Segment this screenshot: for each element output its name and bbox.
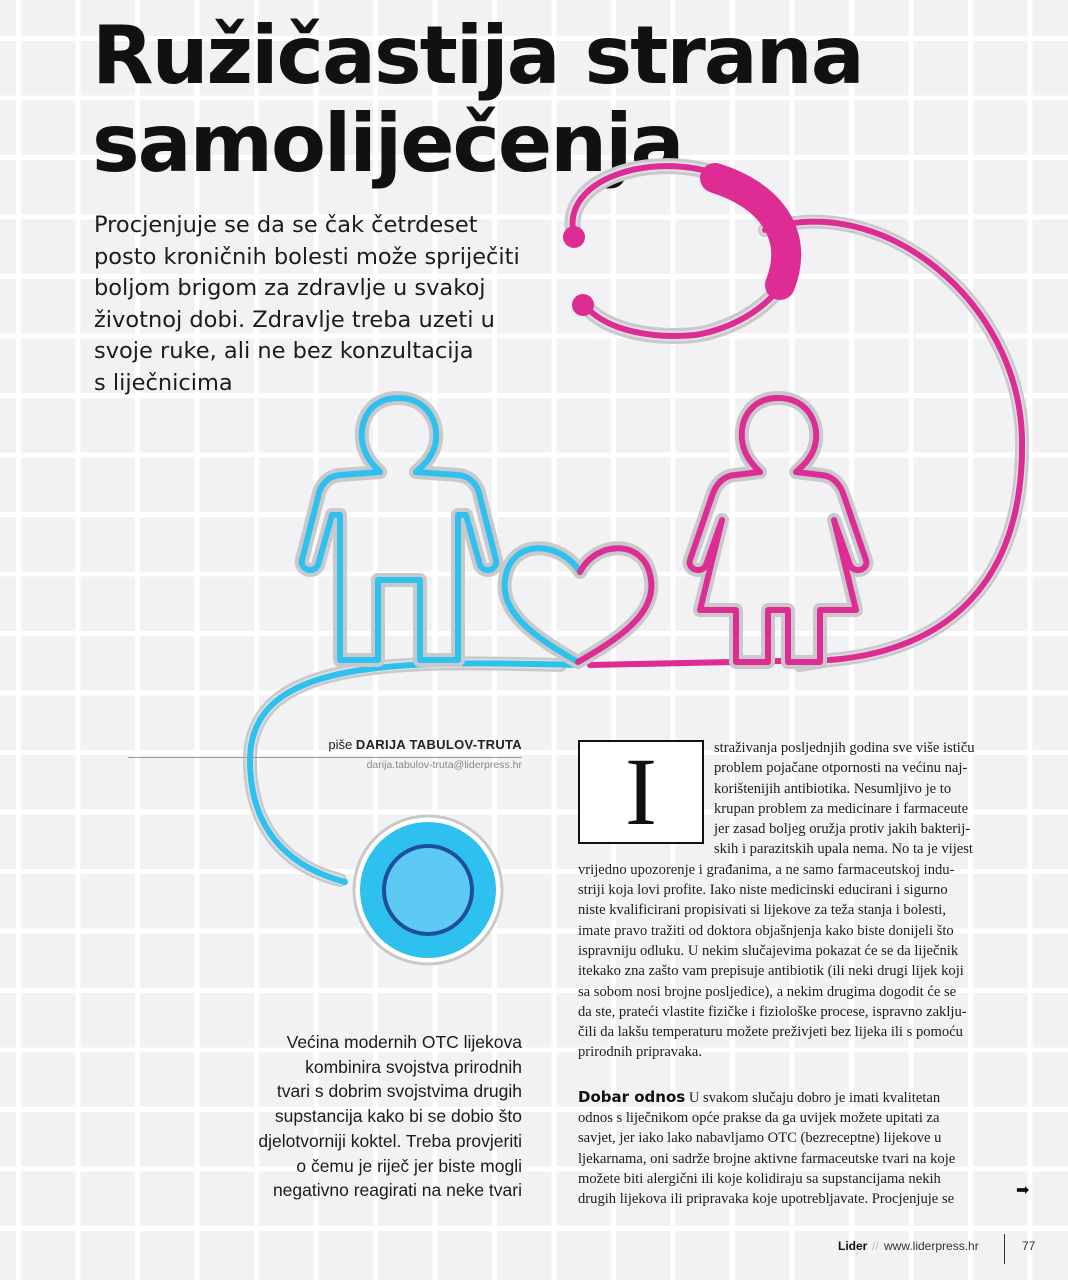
article-line: da ste, prateći vlastite fizičke i fiziološke procese, ispravno zaklju- <box>578 1003 967 1020</box>
pull-quote-line: o čemu je riječ jer biste mogli <box>296 1155 522 1176</box>
byline <box>328 737 522 771</box>
article-line: odnos s liječnikom opće prakse da ga uvijek možete upitati za <box>578 1110 940 1127</box>
intro-line: Procjenjuje se da se čak četrdeset <box>94 212 478 238</box>
byline-author-line <box>328 737 522 752</box>
article-line: možete biti alergični ili koje kolidiraju sa supstancijama nekih <box>578 1170 941 1187</box>
footer-brand: Lider <box>838 1239 868 1253</box>
article-line: ljekarnama, oni sadrže brojne aktivne farmaceutske tvari na koje <box>578 1150 956 1167</box>
continue-arrow-icon: ➡ <box>1016 1182 1030 1199</box>
article-line: itekako zna zašto vam prepisuje antibiotik (ili neki drugi lijek koji <box>578 963 964 980</box>
article-line-text: U svakom slučaju dobro je imati kvalitetan <box>688 1089 941 1106</box>
pull-quote-line: Većina modernih OTC lijekova <box>286 1032 522 1052</box>
article-line: straživanja posljednjih godina sve više ističu <box>714 740 975 756</box>
article-line: imate pravo tražiti od doktora objašnjenja kako biste donijeli što <box>578 922 954 939</box>
article-line: savjet, jer iako lako nabavljamo OTC (bezreceptne) lijekove u <box>578 1130 942 1147</box>
byline-author: DARIJA TABULOV-TRUTA <box>355 737 522 752</box>
headline-line-1: Ružičastija strana <box>92 9 863 102</box>
article-line: striji koja lovi profite. Iako niste medicinski educirani i sigurno <box>578 882 948 899</box>
byline-prefix: piše <box>328 737 353 752</box>
pull-quote <box>258 1030 522 1203</box>
pull-quote-line: tvari s dobrim svojstvima drugih <box>276 1081 522 1102</box>
article-line: drugih lijekova ili pripravaka koje upotrebljavate. Procjenjuje se <box>578 1191 955 1208</box>
pull-quote-line: negativno reagirati na neke tvari <box>272 1180 522 1201</box>
intro-line: svoje ruke, ali ne bez konzultacija <box>94 338 474 364</box>
page-footer <box>0 1237 1068 1257</box>
paragraph-gap <box>578 1063 1022 1087</box>
article-line: čili da lakšu temperaturu možete preživjeti bez lijeka ili s pomoću <box>578 1024 963 1041</box>
female-figure-icon <box>690 398 867 662</box>
article-line: prirodnih pripravaka. <box>578 1044 703 1061</box>
article-line: vrijedno upozorenje i građanima, a ne samo farmaceutskoj indu- <box>578 861 955 878</box>
footer-separator: // <box>872 1239 879 1253</box>
drop-cap: I <box>578 740 704 844</box>
page-number: 77 <box>1022 1239 1036 1253</box>
footer-url: www.liderpress.hr <box>884 1239 979 1253</box>
male-figure-icon <box>302 398 496 660</box>
intro-line: boljom brigom za zdravlje u svakoj <box>94 275 486 301</box>
pull-quote-line: djelotvorniji koktel. Treba provjeriti <box>258 1130 522 1151</box>
headline-line-2: samoliječenja <box>92 97 683 190</box>
pull-quote-line: kombinira svojstva prirodnih <box>305 1056 522 1077</box>
byline-email: darija.tabulov-truta@liderpress.hr <box>366 759 522 771</box>
article-line: ispravniju odluku. U nekim slučajevima pokazat će se da liječnik <box>578 942 959 959</box>
article-line <box>578 1087 1022 1108</box>
article-line: problem pojačane otpornosti na većinu naj- <box>714 760 968 777</box>
byline-divider <box>128 757 522 758</box>
article-line: krupan problem za medicinare i farmaceute <box>714 800 969 817</box>
article-line: korištenijih antibiotika. Nesumljivo je to <box>714 780 952 797</box>
pull-quote-line: supstancija kako bi se dobio što <box>274 1106 522 1127</box>
article-line: skih i parazitskih upala nema. No ta je vijest <box>714 841 973 858</box>
section-subheading: Dobar odnos <box>578 1087 686 1106</box>
intro-line: životnoj dobi. Zdravlje treba uzeti u <box>94 306 495 333</box>
intro-line: posto kroničnih bolesti može spriječiti <box>94 243 520 270</box>
footer-divider <box>1004 1234 1005 1264</box>
intro-line: s liječnicima <box>94 369 233 396</box>
article-line: sa sobom nosi brojne posljedice), a nekim drugima dogodit će se <box>578 983 957 1000</box>
article-line: jer zasad boljeg oružja protiv jakih bakterij- <box>714 821 971 838</box>
heart-icon <box>505 548 652 662</box>
article-line: niste kvalificirani propisivati si lijekove za teža stanja i bolesti, <box>578 902 946 919</box>
